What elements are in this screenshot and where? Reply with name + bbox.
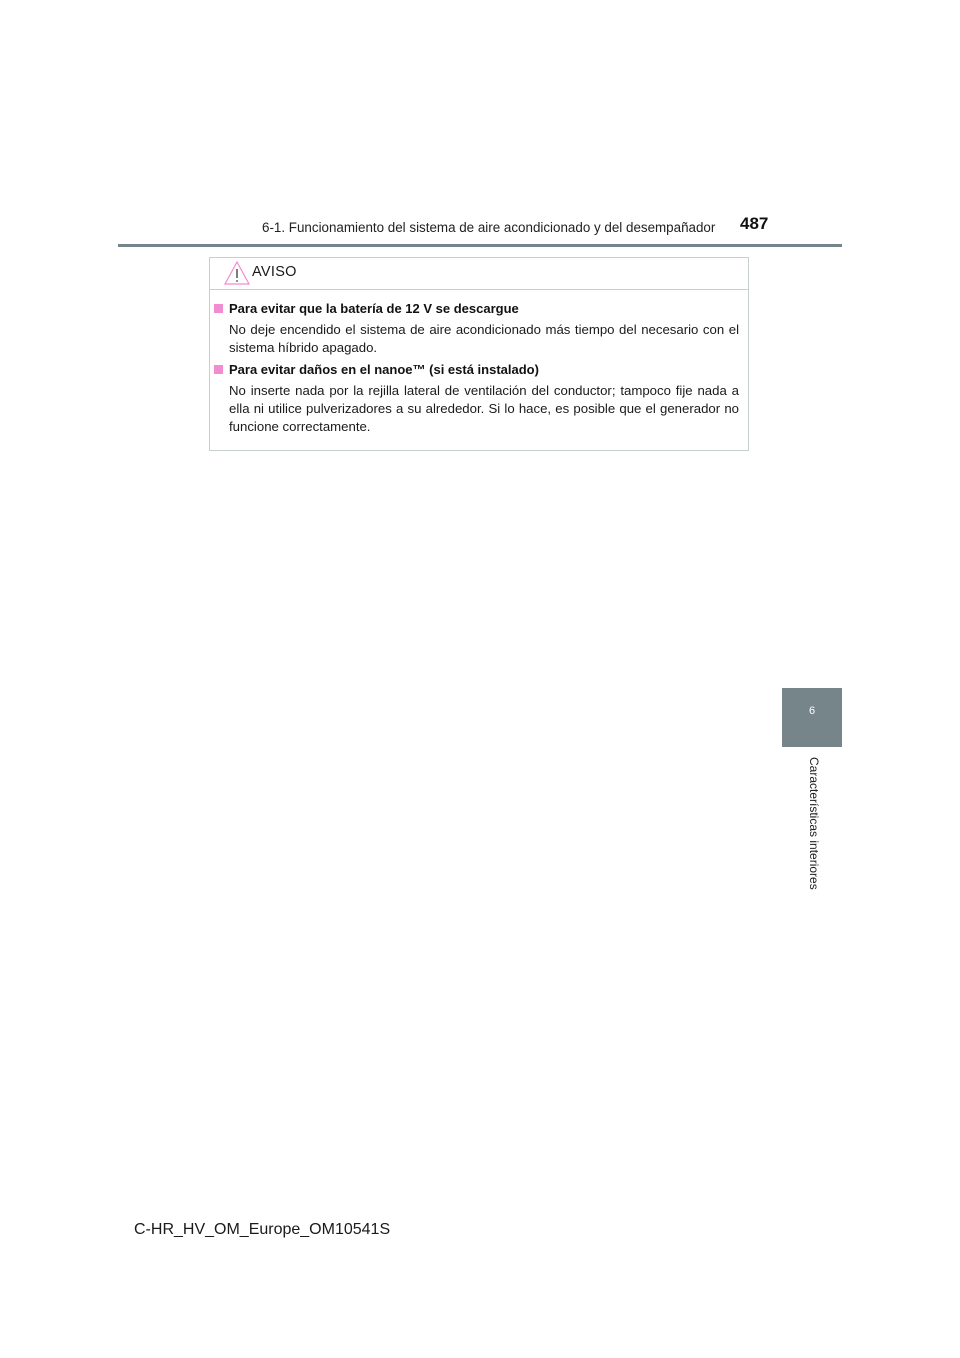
- warning-section-heading: [214, 301, 519, 316]
- section-title: 6-1. Funcionamiento del sistema de aire acondicionado y del desempañador: [262, 220, 716, 235]
- bullet-square-icon: [214, 304, 223, 313]
- warning-section-body: No inserte nada por la rejilla lateral de ventilación del conductor; tampoco fije nada a ella ni utilice pulverizadores a su alrededor. Si lo hace, es posible que el generador no funcione correctamente.: [229, 383, 739, 434]
- bullet-square-icon: [214, 365, 223, 374]
- header-divider: [118, 244, 842, 247]
- section-heading-text: Para evitar que la batería de 12 V se descargue: [229, 301, 519, 316]
- warning-title: AVISO: [252, 264, 297, 280]
- document-code: C-HR_HV_OM_Europe_OM10541S: [134, 1221, 391, 1238]
- warning-section-heading: [214, 362, 539, 377]
- chapter-tab: [782, 688, 842, 747]
- chapter-label: Características interiores: [807, 757, 821, 890]
- section-heading-text: Para evitar daños en el nanoe™ (si está instalado): [229, 362, 539, 377]
- warning-box: [209, 257, 749, 451]
- warning-section-body: No deje encendido el sistema de aire acondicionado más tiempo del necesario con el sistema híbrido apagado.: [229, 322, 739, 355]
- chapter-number: 6: [808, 705, 816, 717]
- page-number: 487: [740, 214, 769, 233]
- warning-triangle-icon: [223, 260, 251, 286]
- warning-header: [210, 258, 748, 290]
